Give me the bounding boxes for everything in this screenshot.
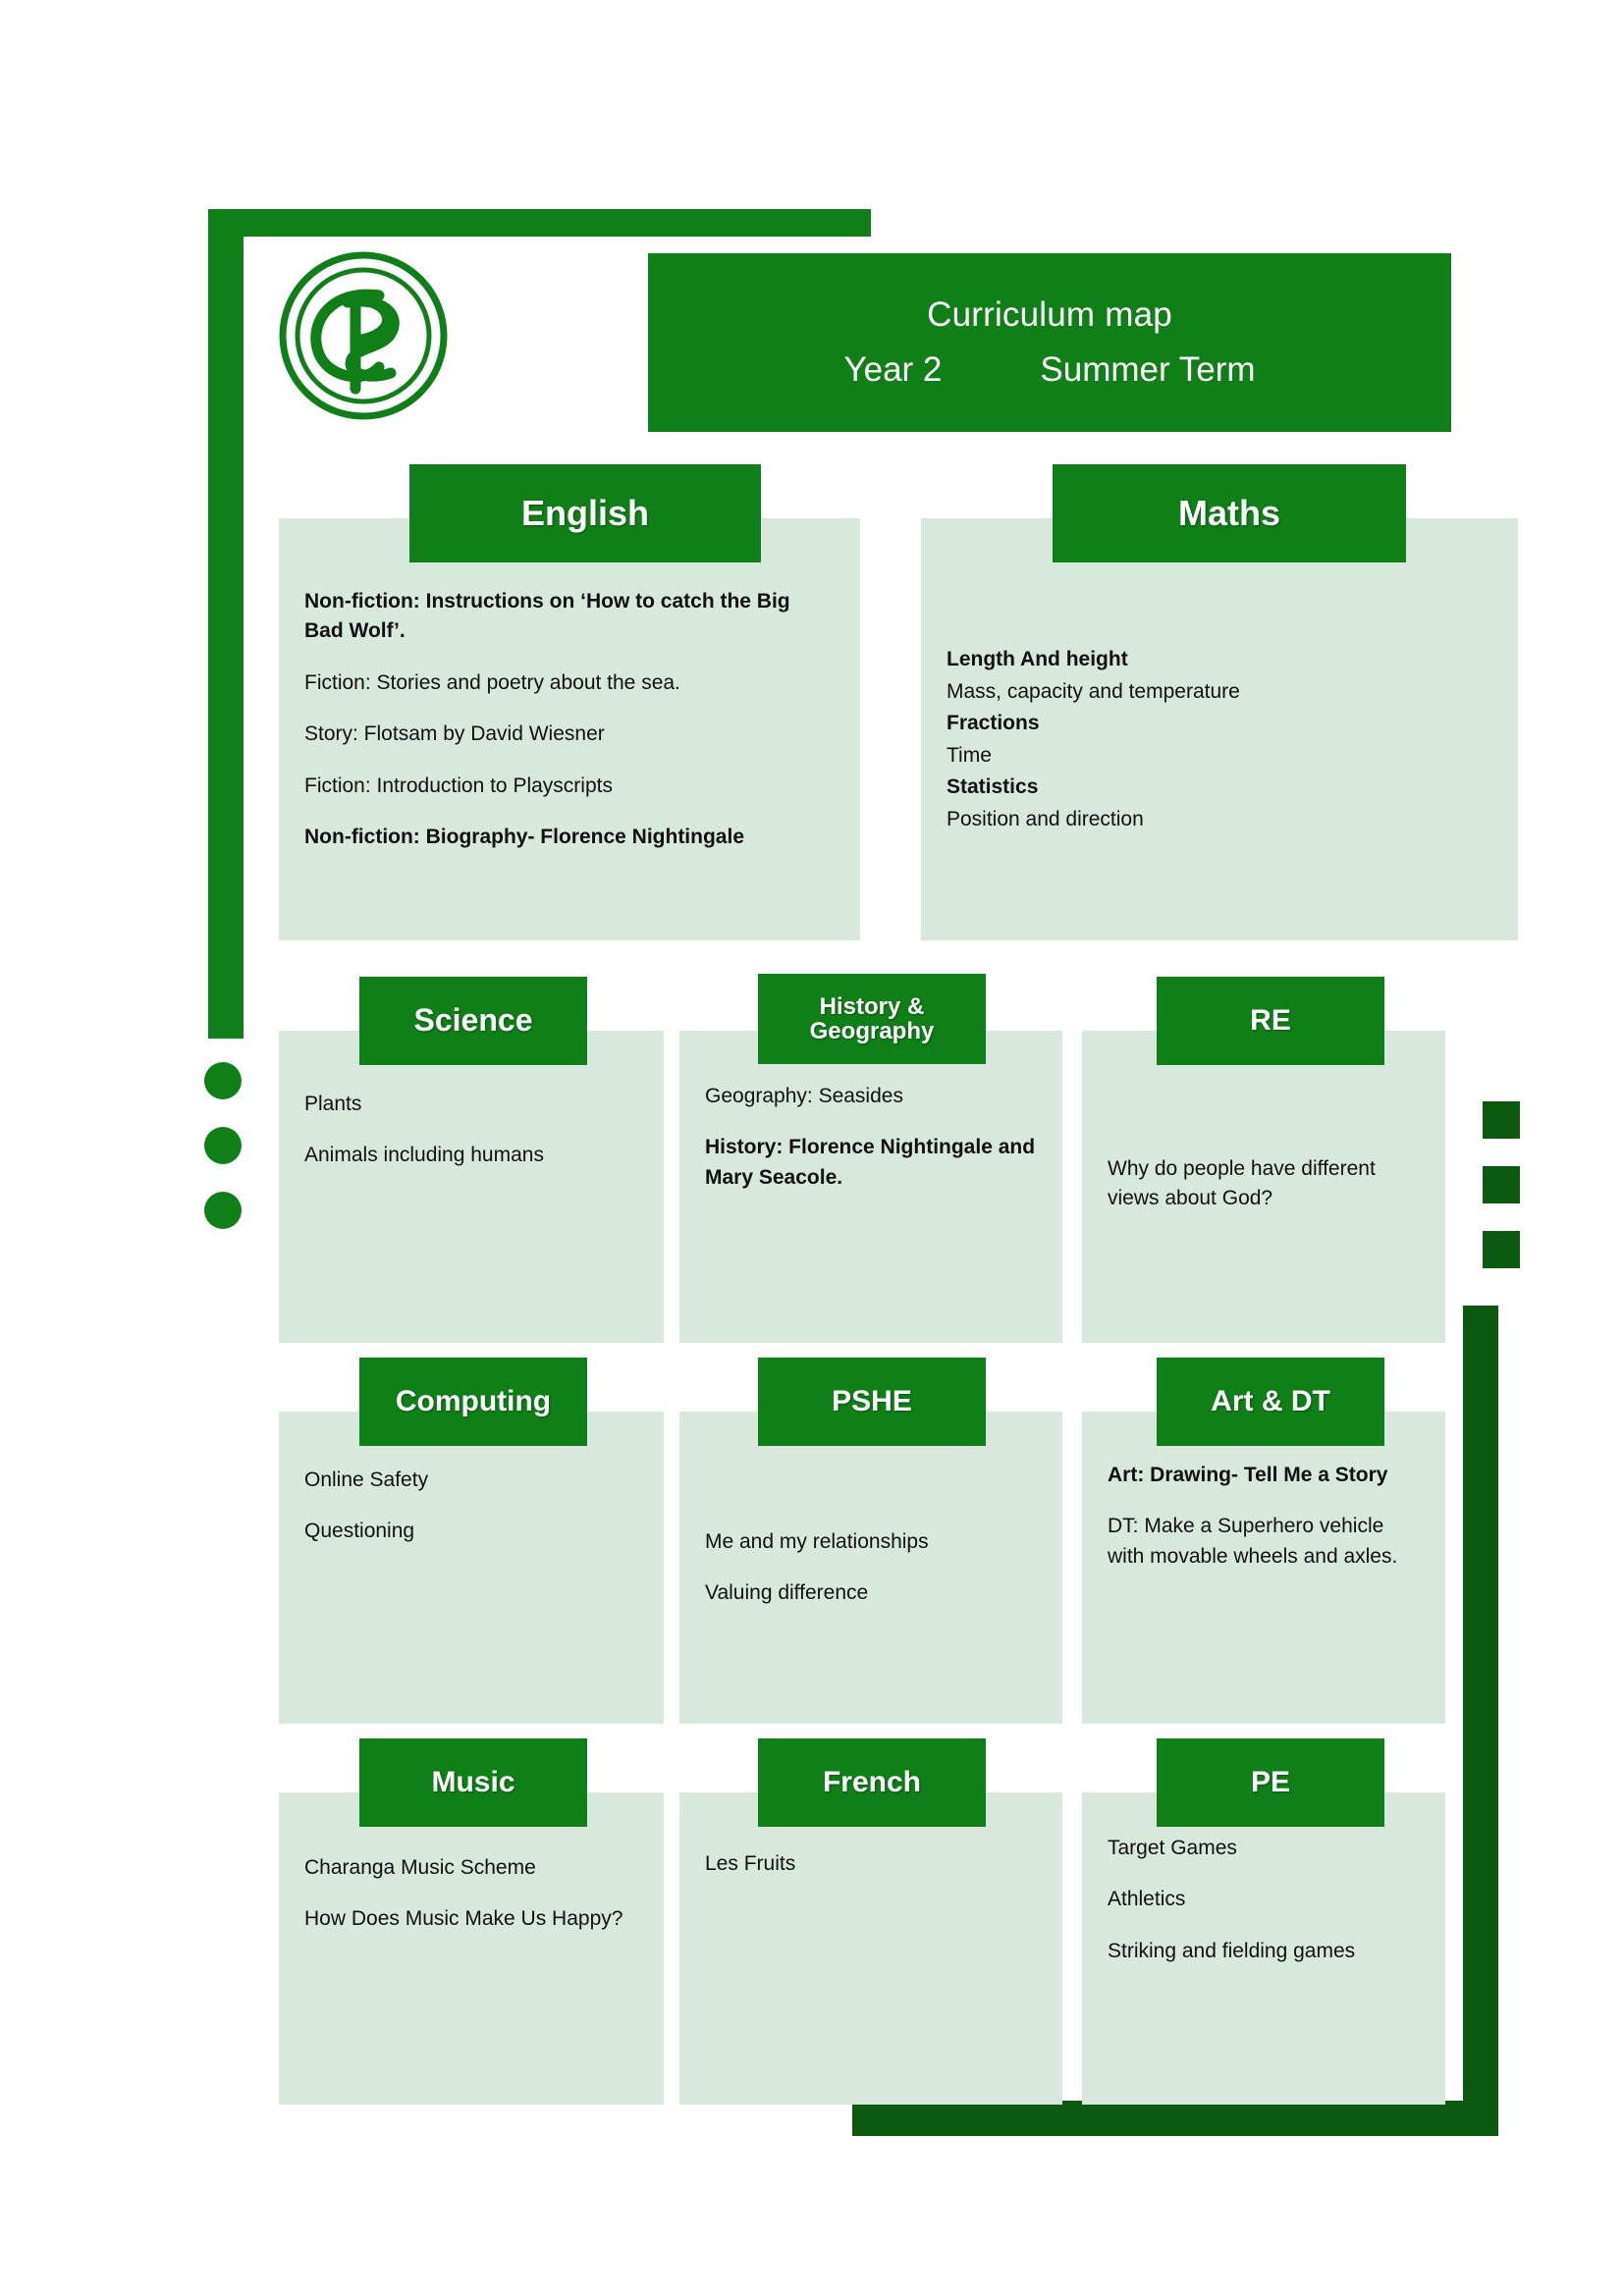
card-pe bbox=[1082, 1766, 1445, 2105]
card-title-maths: Maths bbox=[1053, 464, 1406, 562]
card-body-maths bbox=[921, 644, 1518, 835]
card-body-re bbox=[1082, 1154, 1445, 1236]
term-label: Summer Term bbox=[1040, 350, 1256, 389]
card-music bbox=[279, 1766, 664, 2105]
english-line-4: Fiction: Introduction to Playscripts bbox=[304, 774, 613, 797]
school-crest-logo bbox=[253, 241, 479, 438]
decorative-square bbox=[1483, 1231, 1520, 1268]
maths-line-4: Time bbox=[947, 743, 992, 767]
card-title-re: RE bbox=[1157, 977, 1384, 1065]
decorative-left-bar bbox=[208, 209, 244, 1039]
card-re bbox=[1082, 1004, 1445, 1343]
english-line-5: Non-fiction: Biography- Florence Nightingale bbox=[304, 826, 744, 849]
computing-line-1: Online Safety bbox=[304, 1468, 429, 1491]
card-body-pshe bbox=[679, 1527, 1062, 1630]
card-body-pe bbox=[1082, 1834, 1445, 1988]
maths-line-3: Fractions bbox=[947, 712, 1040, 735]
card-body-french bbox=[679, 1849, 1062, 1900]
page-title: Curriculum map bbox=[927, 295, 1172, 334]
maths-line-2: Mass, capacity and temperature bbox=[947, 679, 1240, 703]
card-maths bbox=[921, 493, 1518, 940]
card-title-music: Music bbox=[359, 1738, 587, 1827]
maths-line-5: Statistics bbox=[947, 775, 1039, 799]
history-geography-line-2: History: Florence Nightingale and Mary Seacole. bbox=[705, 1136, 1036, 1189]
card-title-french: French bbox=[758, 1738, 986, 1827]
decorative-dot bbox=[204, 1062, 242, 1099]
card-computing bbox=[279, 1385, 664, 1724]
history-geography-line-1: Geography: Seasides bbox=[705, 1085, 903, 1107]
card-body-english bbox=[279, 587, 860, 875]
re-line-1: Why do people have different views about God? bbox=[1108, 1157, 1376, 1210]
card-title-science: Science bbox=[359, 977, 587, 1065]
document-title-block bbox=[648, 253, 1451, 432]
history-geography-title-line1: History & bbox=[819, 992, 925, 1020]
card-body-computing bbox=[279, 1466, 664, 1569]
english-line-3: Story: Flotsam by David Wiesner bbox=[304, 722, 605, 746]
card-science bbox=[279, 1002, 664, 1343]
computing-line-2: Questioning bbox=[304, 1520, 415, 1543]
card-body-art-dt bbox=[1082, 1461, 1445, 1593]
art-dt-line-1: Art: Drawing- Tell Me a Story bbox=[1108, 1464, 1388, 1486]
maths-line-1: Length And height bbox=[947, 648, 1128, 670]
decorative-square bbox=[1483, 1166, 1520, 1203]
decorative-square bbox=[1483, 1101, 1520, 1139]
science-line-1: Plants bbox=[304, 1093, 362, 1115]
card-body-music bbox=[279, 1853, 664, 1956]
card-title-pshe: PSHE bbox=[758, 1358, 986, 1446]
card-title-english: English bbox=[409, 464, 761, 562]
pshe-line-2: Valuing difference bbox=[705, 1581, 869, 1605]
music-line-2: How Does Music Make Us Happy? bbox=[304, 1907, 623, 1931]
decorative-bottom-bar bbox=[852, 2101, 1498, 2136]
pe-line-2: Athletics bbox=[1108, 1888, 1186, 1911]
card-title-pe: PE bbox=[1157, 1738, 1384, 1827]
art-dt-line-2: DT: Make a Superhero vehicle with movable wheels and axles. bbox=[1108, 1515, 1398, 1568]
pshe-line-1: Me and my relationships bbox=[705, 1530, 929, 1553]
card-title-art-dt: Art & DT bbox=[1157, 1358, 1384, 1446]
card-history-geography bbox=[679, 992, 1062, 1343]
maths-line-6: Position and direction bbox=[947, 807, 1144, 830]
card-english bbox=[279, 493, 860, 940]
year-label: Year 2 bbox=[843, 350, 943, 389]
pe-line-1: Target Games bbox=[1108, 1837, 1237, 1859]
card-title-computing: Computing bbox=[359, 1358, 587, 1446]
card-pshe bbox=[679, 1385, 1062, 1724]
card-title-history-geography bbox=[758, 974, 986, 1064]
french-line-1: Les Fruits bbox=[705, 1852, 796, 1875]
english-line-2: Fiction: Stories and poetry about the sea. bbox=[304, 670, 680, 694]
pe-line-3: Striking and fielding games bbox=[1108, 1939, 1356, 1962]
card-french bbox=[679, 1766, 1062, 2105]
science-line-2: Animals including humans bbox=[304, 1144, 544, 1167]
history-geography-title-line2: Geography bbox=[809, 1018, 935, 1044]
decorative-dot bbox=[204, 1192, 242, 1229]
decorative-top-bar bbox=[208, 209, 871, 237]
decorative-dot bbox=[204, 1127, 242, 1164]
music-line-1: Charanga Music Scheme bbox=[304, 1856, 536, 1879]
card-art-dt bbox=[1082, 1385, 1445, 1724]
english-line-1: Non-fiction: Instructions on ‘How to catch the Big Bad Wolf’. bbox=[304, 590, 790, 643]
card-body-history-geography bbox=[679, 1082, 1062, 1214]
card-body-science bbox=[279, 1090, 664, 1193]
decorative-right-bar bbox=[1463, 1306, 1498, 2135]
